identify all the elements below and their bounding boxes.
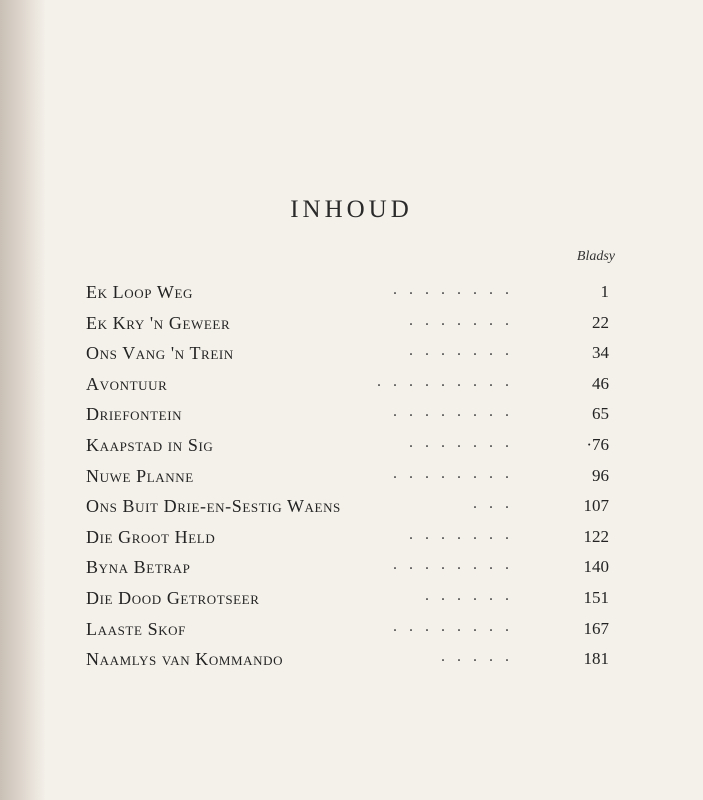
toc-entry-leader: ........ (393, 464, 521, 482)
toc-entry-title: Byna Betrap (86, 557, 191, 578)
toc-entry-page: ·76 (586, 434, 609, 454)
toc-entry (86, 430, 609, 461)
toc-entry-page: 46 (592, 373, 609, 393)
toc-entry (86, 491, 609, 522)
toc-entry (86, 399, 609, 430)
toc-entry-leader: ......... (377, 372, 521, 390)
toc-entry-page: 167 (583, 618, 609, 638)
toc-entry-page: 65 (592, 404, 609, 424)
toc-entry (86, 308, 609, 339)
toc-entry (86, 583, 609, 614)
toc-entry-leader: ... (473, 495, 521, 513)
toc-entry (86, 369, 609, 400)
toc-entry-leader: ....... (409, 311, 521, 329)
page-title: INHOUD (290, 196, 413, 223)
toc-entry (86, 644, 609, 675)
toc-entry-title: Driefontein (86, 404, 183, 425)
toc-entry (86, 338, 609, 369)
toc-entry-leader: ....... (409, 525, 521, 543)
toc-entry-leader: ....... (409, 342, 521, 360)
table-of-contents (86, 277, 609, 675)
toc-entry-leader: ..... (441, 648, 521, 666)
page-binding-shadow (0, 0, 46, 800)
toc-entry-page: 34 (592, 343, 609, 363)
toc-entry-leader: ........ (393, 281, 521, 298)
toc-entry-page: 96 (592, 465, 609, 485)
toc-entry-leader: ...... (425, 586, 521, 604)
toc-entry-leader: ....... (409, 433, 521, 451)
toc-entry-page: 22 (592, 312, 609, 332)
toc-entry-title: Die Dood Getrotseer (86, 587, 260, 608)
toc-entry (86, 522, 609, 553)
toc-entry-title: Ons Buit Drie-en-Sestig Waens (86, 496, 341, 517)
toc-entry (86, 277, 609, 308)
toc-entry-leader: ........ (393, 556, 521, 574)
toc-entry-title: Avontuur (86, 373, 168, 394)
toc-entry-title: Naamlys van Kommando (86, 649, 284, 670)
toc-entry-title: Kaapstad in Sig (86, 434, 214, 455)
toc-entry-title: Ek Loop Weg (86, 282, 193, 302)
toc-entry-title: Die Groot Held (86, 526, 216, 547)
toc-entry-title: Ons Vang 'n Trein (86, 343, 234, 364)
toc-entry-page: 181 (583, 649, 609, 669)
toc-entry (86, 552, 609, 583)
toc-entry-page: 122 (583, 526, 609, 546)
toc-entry-page: 107 (583, 496, 609, 516)
toc-entry-page: 1 (600, 282, 609, 301)
page-column-heading: Bladsy (576, 249, 615, 264)
toc-entry-leader: ........ (393, 403, 521, 421)
toc-entry-title: Nuwe Planne (86, 465, 194, 486)
toc-entry-page: 151 (583, 587, 609, 607)
toc-entry-title: Laaste Skof (86, 618, 187, 639)
toc-entry-leader: ........ (393, 617, 521, 635)
toc-entry-page: 140 (583, 557, 609, 577)
toc-entry (86, 614, 609, 645)
toc-entry-title: Ek Kry 'n Geweer (86, 312, 231, 333)
toc-entry (86, 461, 609, 492)
